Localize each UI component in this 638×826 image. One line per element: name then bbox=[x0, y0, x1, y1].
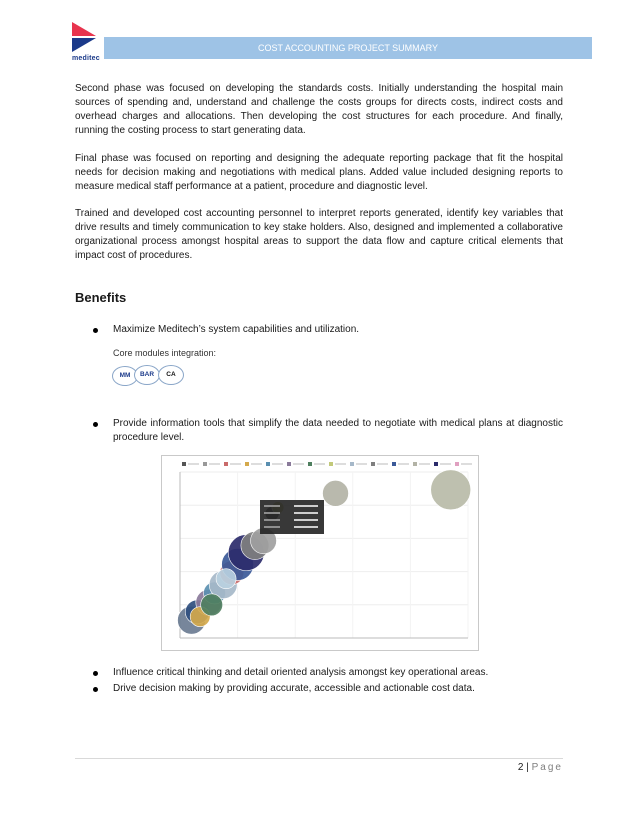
header-title-bar: COST ACCOUNTING PROJECT SUMMARY bbox=[104, 37, 592, 59]
legend-swatch bbox=[203, 462, 207, 466]
legend-swatch bbox=[350, 462, 354, 466]
legend-swatch bbox=[329, 462, 333, 466]
bullet-dot-icon bbox=[93, 687, 98, 692]
legend-swatch bbox=[371, 462, 375, 466]
legend-swatch bbox=[413, 462, 417, 466]
company-logo bbox=[70, 20, 106, 60]
legend-swatch bbox=[455, 462, 459, 466]
benefits-heading: Benefits bbox=[75, 290, 127, 305]
chart-tooltip bbox=[260, 500, 324, 534]
footer-divider bbox=[75, 758, 563, 759]
paragraph-final-phase: Final phase was focused on reporting and designing the adequate reporting package that fit the hospital needs for decision making and negotiations with medical plans. Added value included designing reports to measure medical staff performance at a patient, procedure and diagnostic level. bbox=[75, 153, 563, 192]
data-point bbox=[201, 594, 223, 616]
module-bar: BAR bbox=[134, 365, 160, 385]
legend-swatch bbox=[224, 462, 228, 466]
page-separator: | bbox=[526, 762, 529, 773]
benefit-text: Drive decision making by providing accurate, accessible and actionable cost data. bbox=[113, 683, 475, 694]
benefit-text: Maximize Meditech’s system capabilities and utilization. bbox=[113, 324, 360, 335]
data-point bbox=[216, 569, 236, 589]
legend-swatch bbox=[392, 462, 396, 466]
bubble-chart bbox=[161, 455, 479, 651]
paragraph-second-phase: Second phase was focused on developing the standards costs. Initially understanding the hospital main sources of spending and, understand and challenge the costs groups for directs costs, indirect costs and overhead charges and allocations. Then developing the cost structures for each procedure. And finally, running the costing process to start generating data. bbox=[75, 83, 563, 136]
page-footer bbox=[75, 762, 563, 773]
paragraph-training: Trained and developed cost accounting personnel to interpret reports generated, identify key variables that drive results and timely communication to key stake holders. Also, designed and implemented a collaborative organizational process amongst hospital areas to support the data flow and capture critical elements that impact cost of procedures. bbox=[75, 208, 563, 261]
data-point bbox=[323, 480, 349, 506]
legend-swatch bbox=[287, 462, 291, 466]
page-label: Page bbox=[531, 762, 563, 773]
module-ca: CA bbox=[158, 365, 184, 385]
page-number: 2 bbox=[517, 762, 524, 773]
data-point bbox=[431, 470, 471, 510]
bullet-dot-icon bbox=[93, 328, 98, 333]
benefit-text: Influence critical thinking and detail oriented analysis amongst key operational areas. bbox=[113, 667, 489, 678]
core-modules-label: Core modules integration: bbox=[113, 348, 217, 358]
legend-swatch bbox=[434, 462, 438, 466]
bullet-dot-icon bbox=[93, 422, 98, 427]
bubble-chart-svg bbox=[162, 456, 478, 650]
legend-swatch bbox=[182, 462, 186, 466]
benefit-text: Provide information tools that simplify the data needed to negotiate with medical plans at diagnostic procedure level. bbox=[113, 418, 563, 443]
bullet-dot-icon bbox=[93, 671, 98, 676]
module-mm: MM bbox=[112, 366, 138, 386]
legend-swatch bbox=[266, 462, 270, 466]
legend-swatch bbox=[308, 462, 312, 466]
logo-text: meditec bbox=[72, 55, 100, 62]
legend-swatch bbox=[245, 462, 249, 466]
